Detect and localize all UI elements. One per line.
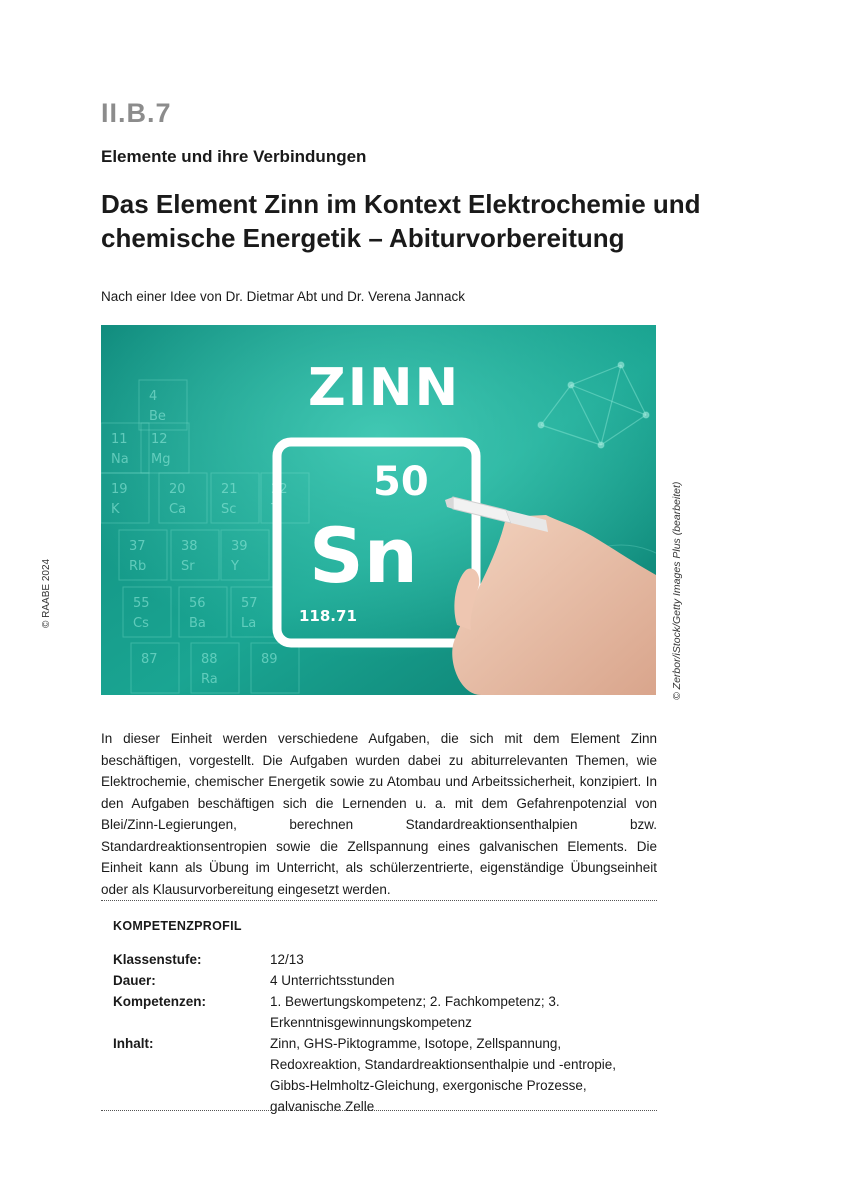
bg-cell-symbol: Na [111,452,129,467]
image-credit: © Zerbor/iStock/Getty Images Plus (bearbeitet) [671,481,683,700]
atomic-mass: 118.71 [299,607,357,625]
image-headline: ZINN [308,358,461,418]
intro-paragraph: In dieser Einheit werden verschiedene Aufgaben, die sich mit dem Element Zinn beschäftigen, vorgestellt. Die Aufgaben wurden dabei zu abiturrelevanten Themen, wie Elektrochemie, chemischer Energetik sowie zu Atombau und Arbeitssicherheit, konzipiert. In den Aufgaben beschäftigen sich die Lernenden u. a. mit dem Gefahrenpotenzial von Blei/Zinn-Legierungen, berechnen Standardreaktionsenthalpien bzw. Standardreaktionsentropien sowie die Zellspannung eines galvanischen Elements. Die Einheit kann als Übung im Unterricht, als schülerzentrierte, eigenständige Übungseinheit oder als Klausurvorbereitung eingesetzt werden. [101,731,657,897]
bg-cell-symbol: K [111,502,120,517]
bg-cell-number: 89 [261,652,278,667]
bg-cell-number: 12 [151,432,168,447]
bg-cell-number: 19 [111,482,128,497]
divider-top [101,900,657,901]
element-symbol: Sn [309,511,418,600]
kp-label: Kompetenzen: [113,994,207,1009]
kp-value: 4 Unterrichtsstunden [270,973,395,988]
bg-cell-number: 56 [189,596,206,611]
kompetenzprofil-title: KOMPETENZPROFIL [113,919,242,933]
bg-cell-number: 22 [271,482,288,497]
divider-bottom [101,1110,657,1111]
atomic-number: 50 [373,459,429,505]
unit-code: II.B.7 [101,98,172,128]
bg-cell-number: 87 [141,652,158,667]
bg-cell-symbol: Sr [181,559,195,574]
bg-cell-symbol: Ti [271,502,283,517]
bg-cell-number: 11 [111,432,128,447]
bg-cell-number: 37 [129,539,146,554]
series-title: Elemente und ihre Verbindungen [101,147,367,166]
kp-value: 1. Bewertungskompetenz; 2. Fachkompetenz; 3. Erkenntnisgewinnungskompetenz [270,994,560,1030]
title-line-1: Das Element Zinn im Kontext Elektrochemie und [101,189,701,219]
bg-cell-symbol: Sc [221,502,237,517]
bg-cell-symbol: Mg [151,452,171,467]
bg-cell-symbol: Ca [169,502,187,517]
kp-row-klassenstufe [113,949,653,970]
bg-cell-number: 4 [149,389,158,404]
kp-label: Dauer: [113,973,156,988]
bg-cell-number: 55 [133,596,150,611]
kp-row-inhalt [113,1033,653,1117]
bg-cell-number: 38 [181,539,198,554]
copyright-notice: © RAABE 2024 [41,558,52,628]
bg-cell-number: 21 [221,482,238,497]
page-title [101,187,701,255]
title-line-2: chemische Energetik – Abiturvorbereitung [101,223,625,253]
bg-cell-symbol: Ra [201,672,218,687]
kp-row-dauer [113,970,653,991]
authors-line: Nach einer Idee von Dr. Dietmar Abt und Dr. Verena Jannack [101,289,465,304]
zinn-illustration [101,325,656,695]
kp-row-kompetenzen [113,991,653,1033]
bg-cell-symbol: Cs [133,616,149,631]
bg-cell-symbol: Ba [189,616,206,631]
bg-cell-symbol: Be [149,409,166,424]
bg-cell-symbol: La [241,616,257,631]
bg-cell-number: 20 [169,482,186,497]
bg-cell-number: 39 [231,539,248,554]
bg-cell-symbol: Rb [129,559,147,574]
kp-label: Klassenstufe: [113,952,202,967]
bg-cell-symbol: Y [231,559,239,574]
bg-cell-number: 57 [241,596,258,611]
bg-cell-number: 88 [201,652,218,667]
kp-label: Inhalt: [113,1036,154,1051]
kp-value: Zinn, GHS-Piktogramme, Isotope, Zellspannung, Redoxreaktion, Standardreaktionsenthalpie und -entropie, Gibbs-Helmholtz-Gleichung, exergonische Prozesse, galvanische Zelle [270,1036,616,1114]
kp-value: 12/13 [270,952,304,967]
hero-image [101,325,656,695]
